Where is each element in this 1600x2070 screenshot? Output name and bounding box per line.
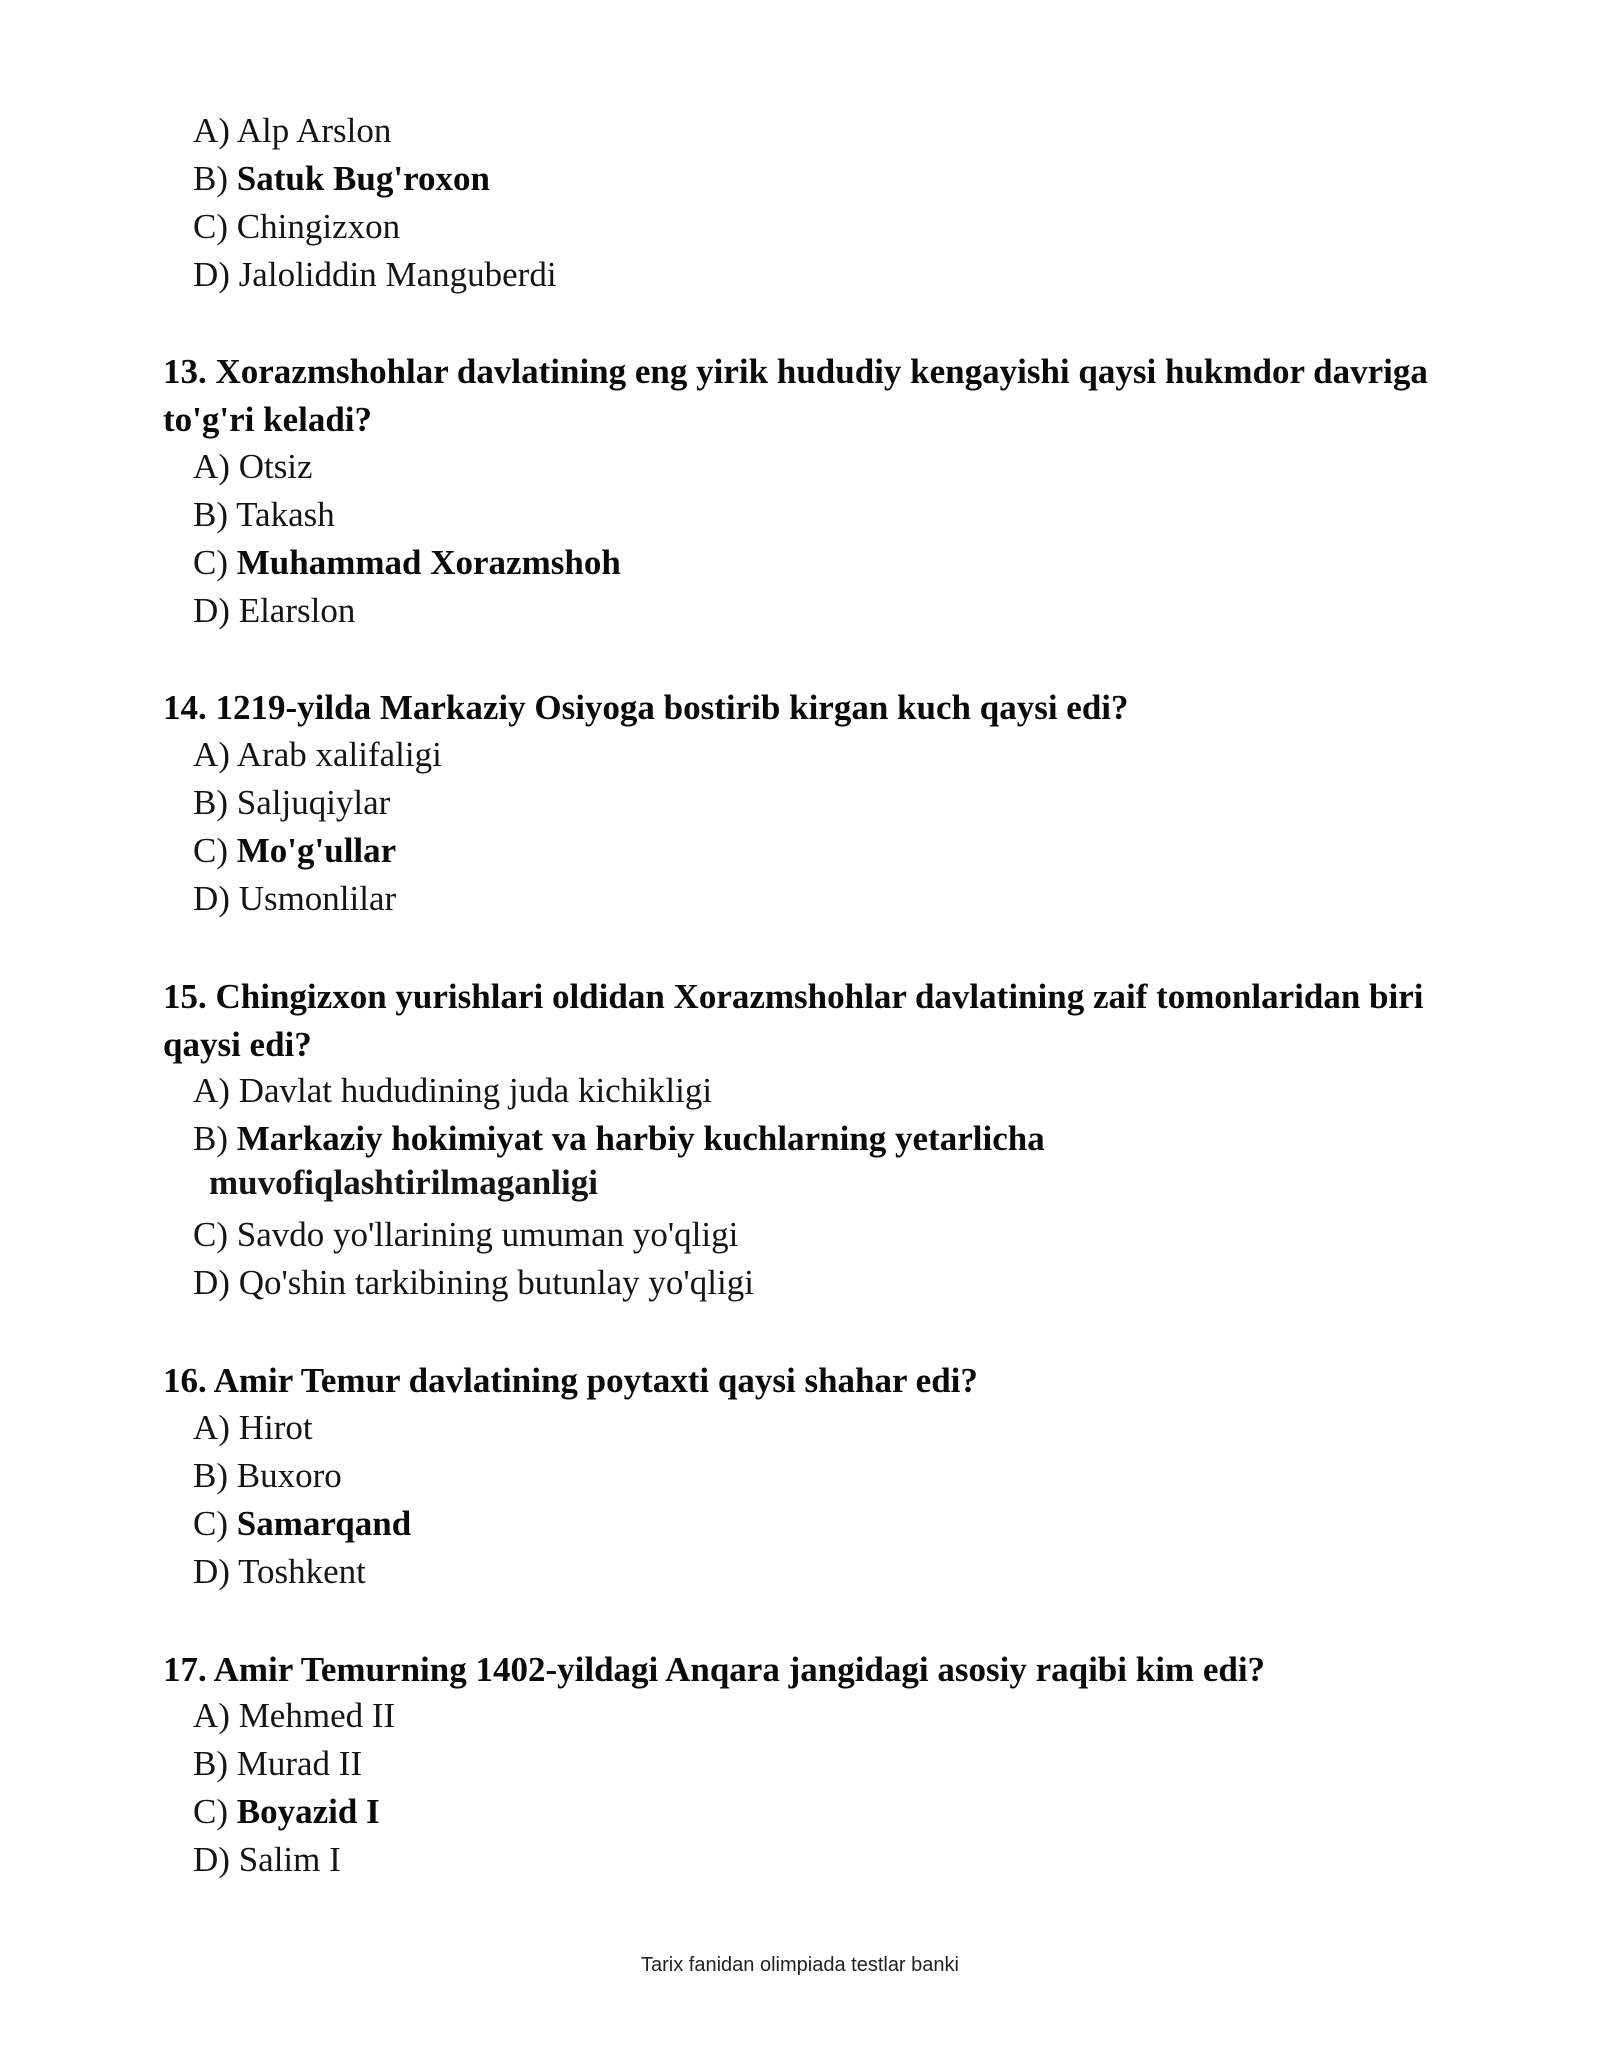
option-text: Alp Arslon xyxy=(236,111,392,150)
q15-option-d xyxy=(193,1261,754,1305)
q13-option-a xyxy=(193,445,313,489)
q16-option-c xyxy=(193,1502,411,1546)
page-footer: Tarix fanidan olimpiada testlar banki xyxy=(641,1954,959,1976)
option-letter: B) xyxy=(193,495,228,534)
q12-option-d xyxy=(193,253,557,297)
option-letter: C) xyxy=(193,831,228,870)
q13-option-b xyxy=(193,493,335,537)
q17-option-c xyxy=(193,1790,380,1834)
option-letter: A) xyxy=(193,1071,230,1110)
q13-option-d xyxy=(193,589,355,633)
q13-option-c xyxy=(193,541,621,585)
option-letter: B) xyxy=(193,159,228,198)
q12-option-c xyxy=(193,205,400,249)
q15-option-b xyxy=(193,1117,1045,1205)
option-letter: A) xyxy=(193,447,230,486)
option-letter: B) xyxy=(193,783,228,822)
option-text: Usmonlilar xyxy=(238,879,397,918)
option-letter: D) xyxy=(193,1263,230,1302)
option-text: Saljuqiylar xyxy=(236,783,391,822)
option-letter: D) xyxy=(193,879,230,918)
question-17-text: 17. Amir Temurning 1402-yildagi Anqara jangidagi asosiy raqibi kim edi? xyxy=(163,1650,1266,1689)
option-letter: A) xyxy=(193,111,230,150)
option-letter: C) xyxy=(193,1792,228,1831)
q15-option-c xyxy=(193,1213,738,1257)
q14-option-d xyxy=(193,877,396,921)
q14-option-c xyxy=(193,829,396,873)
correct-answer-text: Mo'g'ullar xyxy=(236,831,397,870)
option-letter: D) xyxy=(193,1840,230,1879)
correct-answer-text: Boyazid I xyxy=(236,1792,380,1831)
option-letter: D) xyxy=(193,255,230,294)
option-letter: C) xyxy=(193,543,228,582)
option-text: Arab xalifaligi xyxy=(236,735,442,774)
correct-answer-text: Markaziy hokimiyat va harbiy kuchlarning yetarlicha xyxy=(236,1119,1045,1158)
option-text: Davlat hududining juda kichikligi xyxy=(238,1071,713,1110)
correct-answer-text-continued: muvofiqlashtirilmaganligi xyxy=(209,1163,598,1202)
q14-option-a xyxy=(193,733,442,777)
option-text: Takash xyxy=(236,495,335,534)
option-letter: D) xyxy=(193,1552,230,1591)
q14-option-b xyxy=(193,781,390,825)
option-text: Chingizxon xyxy=(236,207,401,246)
option-letter: B) xyxy=(193,1456,228,1495)
q16-option-b xyxy=(193,1454,342,1498)
correct-answer-text: Satuk Bug'roxon xyxy=(236,159,490,198)
q17-option-b xyxy=(193,1742,362,1786)
option-text: Hirot xyxy=(238,1408,313,1447)
option-text: Mehmed II xyxy=(238,1696,396,1735)
option-letter: D) xyxy=(193,591,230,630)
q16-option-a xyxy=(193,1406,313,1450)
correct-answer-text: Muhammad Xorazmshoh xyxy=(236,543,621,582)
option-letter: C) xyxy=(193,1504,228,1543)
q16-option-d xyxy=(193,1550,366,1594)
option-text: Jaloliddin Manguberdi xyxy=(238,255,557,294)
option-letter: C) xyxy=(193,207,228,246)
option-text: Salim I xyxy=(238,1840,341,1879)
question-13-text: 13. Xorazmshohlar davlatining eng yirik hududiy kengayishi qaysi hukmdor davriga to'g'ri keladi? xyxy=(163,352,1428,439)
option-letter: A) xyxy=(193,1696,230,1735)
option-letter: C) xyxy=(193,1215,228,1254)
q17-option-d xyxy=(193,1838,341,1882)
question-15-text: 15. Chingizxon yurishlari oldidan Xorazmshohlar davlatining zaif tomonlaridan biri qaysi edi? xyxy=(163,977,1424,1064)
question-14-text: 14. 1219-yilda Markaziy Osiyoga bostirib kirgan kuch qaysi edi? xyxy=(163,688,1129,727)
option-text: Toshkent xyxy=(238,1552,366,1591)
option-letter: A) xyxy=(193,735,230,774)
q12-option-a xyxy=(193,109,391,153)
option-text: Elarslon xyxy=(238,591,356,630)
option-text: Qo'shin tarkibining butunlay yo'qligi xyxy=(238,1263,754,1302)
q15-option-a xyxy=(193,1069,712,1113)
question-16-text: 16. Amir Temur davlatining poytaxti qaysi shahar edi? xyxy=(163,1361,978,1400)
correct-answer-text: Samarqand xyxy=(236,1504,412,1543)
q17-option-a xyxy=(193,1694,395,1738)
option-text: Otsiz xyxy=(238,447,313,486)
option-letter: B) xyxy=(193,1744,228,1783)
option-text: Murad II xyxy=(236,1744,363,1783)
option-text: Savdo yo'llarining umuman yo'qligi xyxy=(236,1215,739,1254)
option-letter: B) xyxy=(193,1119,228,1158)
option-letter: A) xyxy=(193,1408,230,1447)
option-text: Buxoro xyxy=(236,1456,342,1495)
q12-option-b xyxy=(193,157,490,201)
